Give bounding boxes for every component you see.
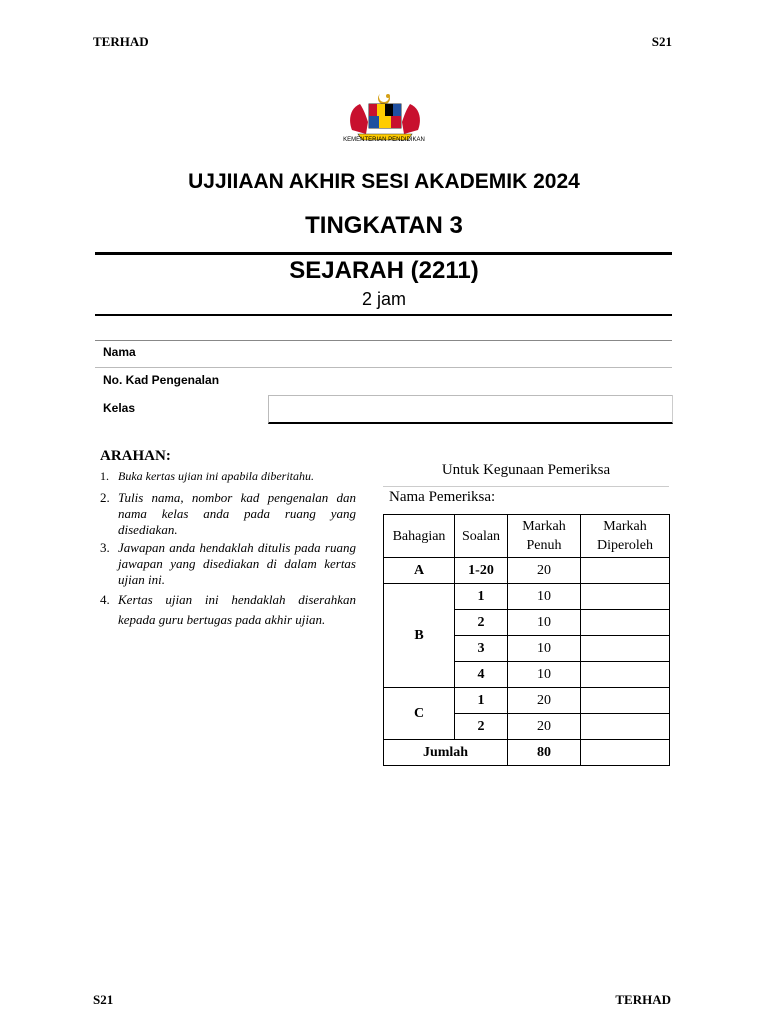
question-cell: 4 xyxy=(455,662,508,688)
divider xyxy=(95,340,672,341)
list-item: 4. Kertas ujian ini hendaklah diserahkan kepada guru bertugas pada akhir ujian. xyxy=(100,592,356,627)
column-header-section: Bahagian xyxy=(384,515,455,558)
marks-table xyxy=(383,514,670,766)
class-label: Kelas xyxy=(103,401,136,415)
exam-title: UJJIIAAN AKHIR SESI AKADEMIK 2024 xyxy=(188,170,580,193)
question-cell: 1 xyxy=(455,688,508,714)
obtained-marks-cell[interactable] xyxy=(581,662,670,688)
form-title: TINGKATAN 3 xyxy=(305,212,463,239)
table-row xyxy=(384,740,670,766)
instructions-list xyxy=(100,468,356,632)
full-marks-cell: 20 xyxy=(508,558,581,584)
full-marks-cell: 10 xyxy=(508,584,581,610)
column-header-full-marks: Markah Penuh xyxy=(508,515,581,558)
table-row xyxy=(384,584,670,610)
full-marks-cell: 10 xyxy=(508,662,581,688)
name-field[interactable] xyxy=(95,367,672,368)
list-item: 1. Buka kertas ujian ini apabila diberitahu. xyxy=(100,469,314,483)
section-cell: A xyxy=(384,558,455,584)
question-cell: 1 xyxy=(455,584,508,610)
list-item: 2. Tulis nama, nombor kad pengenalan dan nama kelas anda pada ruang yang disediakan. xyxy=(100,490,356,537)
table-row xyxy=(384,688,670,714)
obtained-marks-cell[interactable] xyxy=(581,584,670,610)
column-header-question: Soalan xyxy=(455,515,508,558)
full-marks-cell: 10 xyxy=(508,636,581,662)
header-classification: TERHAD xyxy=(93,34,149,49)
obtained-marks-cell[interactable] xyxy=(581,688,670,714)
question-cell: 2 xyxy=(455,610,508,636)
examiner-caption: Untuk Kegunaan Pemeriksa xyxy=(441,462,611,478)
candidate-identity-box xyxy=(95,340,672,424)
footer-paper-code: S21 xyxy=(93,992,114,1007)
obtained-marks-cell[interactable] xyxy=(581,610,670,636)
total-label-cell: Jumlah xyxy=(384,740,508,766)
class-field[interactable] xyxy=(268,395,673,424)
ic-label: No. Kad Pengenalan xyxy=(103,373,220,387)
divider xyxy=(95,314,672,316)
divider xyxy=(95,252,672,255)
obtained-marks-cell[interactable] xyxy=(581,714,670,740)
question-cell: 3 xyxy=(455,636,508,662)
list-item: 3. Jawapan anda hendaklah ditulis pada ruang jawapan yang disediakan di dalam kertas ujian ini. xyxy=(100,540,356,587)
obtained-marks-cell[interactable] xyxy=(581,636,670,662)
section-cell: B xyxy=(384,584,455,688)
full-marks-cell: 20 xyxy=(508,688,581,714)
instructions-heading: ARAHAN: xyxy=(100,448,171,464)
question-cell: 2 xyxy=(455,714,508,740)
footer-classification: TERHAD xyxy=(615,992,671,1007)
section-cell: C xyxy=(384,688,455,740)
total-obtained-marks-cell[interactable] xyxy=(581,740,670,766)
full-marks-cell: 20 xyxy=(508,714,581,740)
crest-caption: KEMENTERIAN PENDIDIKAN xyxy=(343,137,425,143)
column-header-obtained-marks: Markah Diperoleh xyxy=(581,515,670,558)
obtained-marks-cell[interactable] xyxy=(581,558,670,584)
duration: 2 jam xyxy=(361,289,406,309)
header-paper-code: S21 xyxy=(651,34,672,49)
examiner-name-field[interactable] xyxy=(383,486,669,515)
subject-title: SEJARAH (2211) xyxy=(289,257,479,284)
table-row xyxy=(384,558,670,584)
full-marks-cell: 10 xyxy=(508,610,581,636)
examiner-name-label: Nama Pemeriksa: xyxy=(389,489,496,505)
name-label: Nama xyxy=(103,345,136,359)
total-full-marks-cell: 80 xyxy=(508,740,581,766)
question-cell: 1-20 xyxy=(455,558,508,584)
